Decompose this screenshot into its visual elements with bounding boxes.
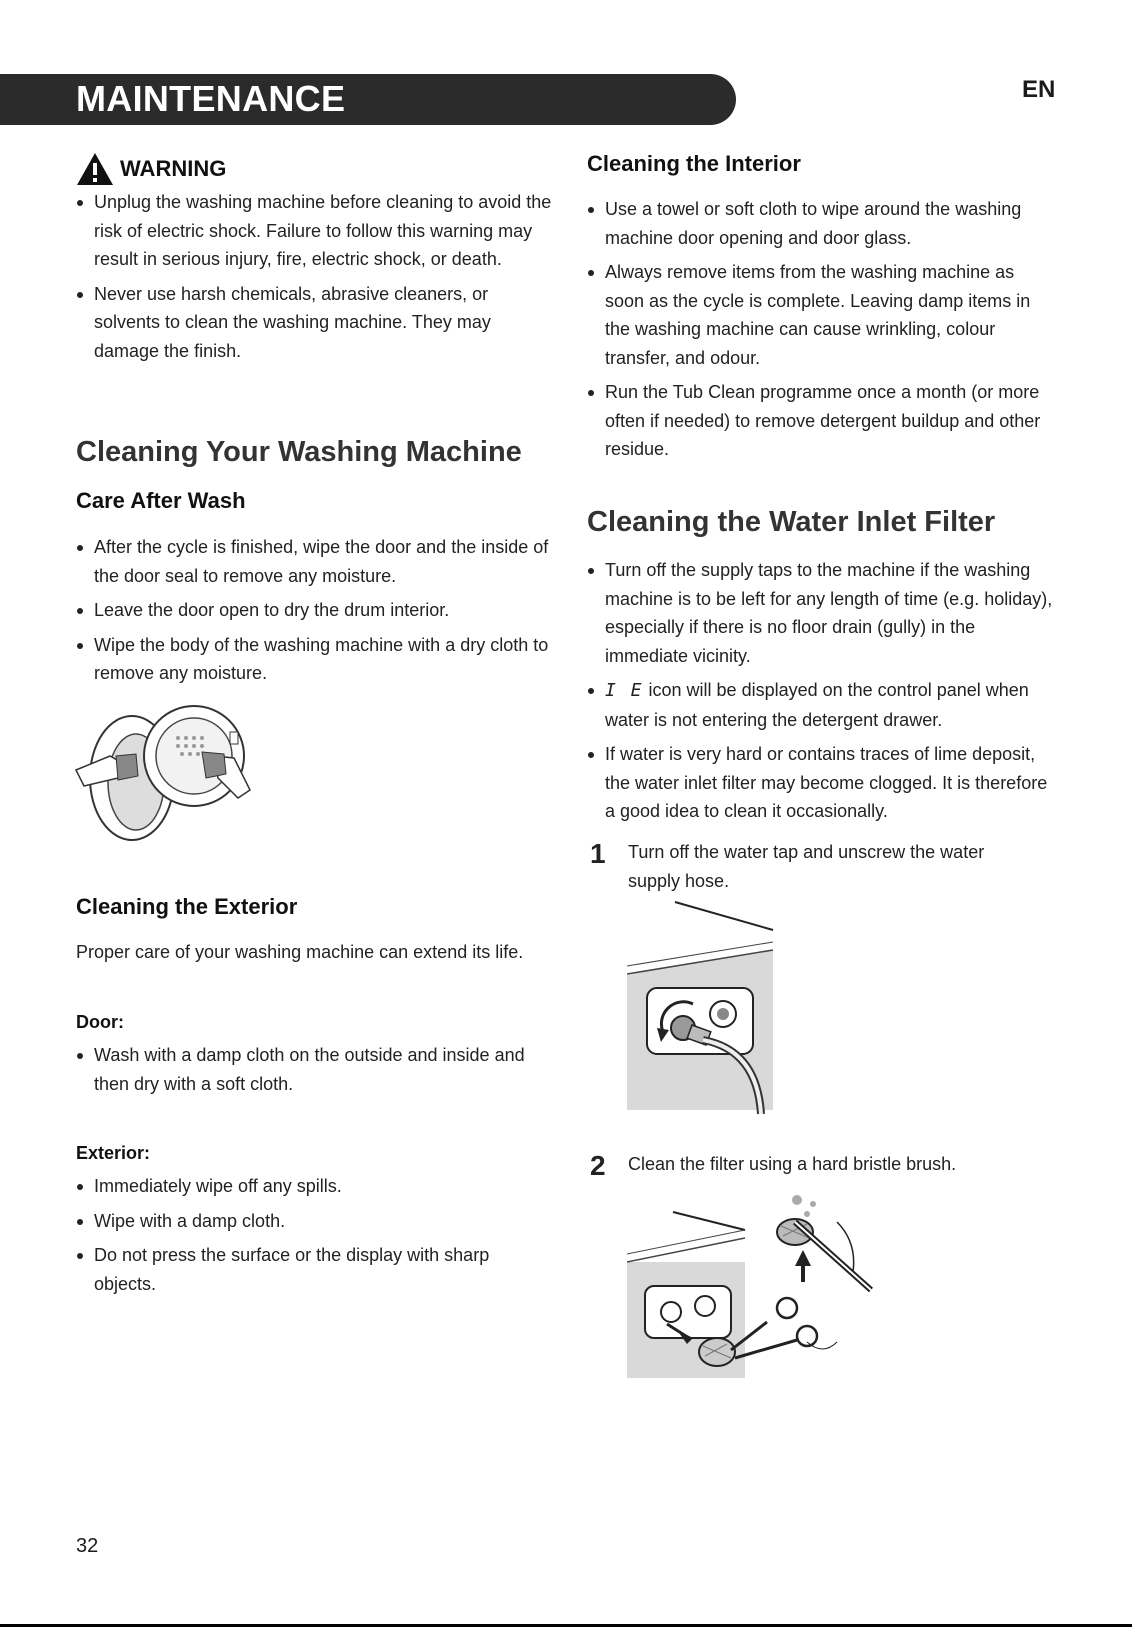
- cleaning-machine-title: Cleaning Your Washing Machine: [76, 436, 522, 468]
- ie-text: icon will be displayed on the control panel when water is not entering the detergent drawer.: [605, 680, 1029, 730]
- interior-title: Cleaning the Interior: [587, 151, 801, 176]
- list-item: Wash with a damp cloth on the outside and inside and then dry with a soft cloth.: [76, 1041, 556, 1098]
- filter-mesh-icon: [699, 1338, 735, 1366]
- list-item: Use a towel or soft cloth to wipe around the washing machine door opening and door glass.: [587, 195, 1057, 252]
- exterior-intro: Proper care of your washing machine can extend its life.: [76, 942, 524, 962]
- warning-list: [76, 188, 556, 365]
- list-item: Never use harsh chemicals, abrasive cleaners, or solvents to clean the washing machine. They may damage the finish.: [76, 280, 556, 366]
- list-item: Unplug the washing machine before cleaning to avoid the risk of electric shock. Failure to follow this warning may result in serious injury, fire, electric shock, or death.: [76, 188, 556, 274]
- step-text: Turn off the water tap and unscrew the water supply hose.: [628, 842, 985, 891]
- care-after-wash-list: [76, 533, 556, 694]
- warning-heading: [76, 152, 556, 186]
- unscrew-hose-illustration: [627, 900, 777, 1114]
- step-number: 1: [590, 838, 606, 869]
- exterior-label: Exterior:: [76, 1143, 151, 1163]
- list-item: After the cycle is finished, wipe the door and the inside of the door seal to remove any moisture.: [76, 533, 556, 590]
- warning-block: [76, 152, 556, 371]
- step-number: 2: [590, 1150, 606, 1181]
- list-item: Immediately wipe off any spills.: [76, 1172, 556, 1201]
- exterior-list: [76, 1172, 556, 1304]
- warning-triangle-icon: [76, 152, 114, 186]
- page-number: 32: [76, 1535, 99, 1557]
- list-item: [587, 676, 1057, 734]
- warning-label: WARNING: [120, 156, 227, 181]
- list-item: If water is very hard or contains traces of lime deposit, the water inlet filter may become clogged. It is therefore a good idea to clean it occasionally.: [587, 740, 1057, 826]
- list-item: Wipe the body of the washing machine with a dry cloth to remove any moisture.: [76, 631, 556, 688]
- list-item: Run the Tub Clean programme once a month (or more often if needed) to remove detergent buildup and other residue.: [587, 378, 1057, 464]
- clean-filter-illustration: [627, 1192, 887, 1382]
- door-label: Door:: [76, 1012, 124, 1032]
- list-item: Do not press the surface or the display with sharp objects.: [76, 1241, 556, 1298]
- inlet-filter-list: [587, 556, 1057, 832]
- list-item: Always remove items from the washing machine as soon as the cycle is complete. Leaving damp items in the washing machine can cause wrinkling, colour transfer, and odour.: [587, 258, 1057, 372]
- language-code: EN: [1022, 76, 1056, 103]
- section-title: MAINTENANCE: [76, 78, 346, 119]
- list-item: Turn off the supply taps to the machine if the washing machine is to be left for any length of time (e.g. holiday), especially if there is no floor drain (gully) in the immediate vicinity.: [587, 556, 1057, 670]
- step-text: Clean the filter using a hard bristle brush.: [628, 1154, 957, 1174]
- section-banner: [0, 74, 736, 125]
- interior-list: [587, 195, 1057, 470]
- door-list: [76, 1041, 556, 1104]
- door-seal-wipe-illustration: [74, 694, 254, 850]
- list-item: Wipe with a damp cloth.: [76, 1207, 556, 1236]
- ie-error-code: I E: [605, 680, 644, 701]
- list-item: Leave the door open to dry the drum interior.: [76, 596, 556, 625]
- exterior-title: Cleaning the Exterior: [76, 894, 298, 919]
- care-after-wash-title: Care After Wash: [76, 488, 246, 513]
- inlet-filter-title: Cleaning the Water Inlet Filter: [587, 506, 996, 538]
